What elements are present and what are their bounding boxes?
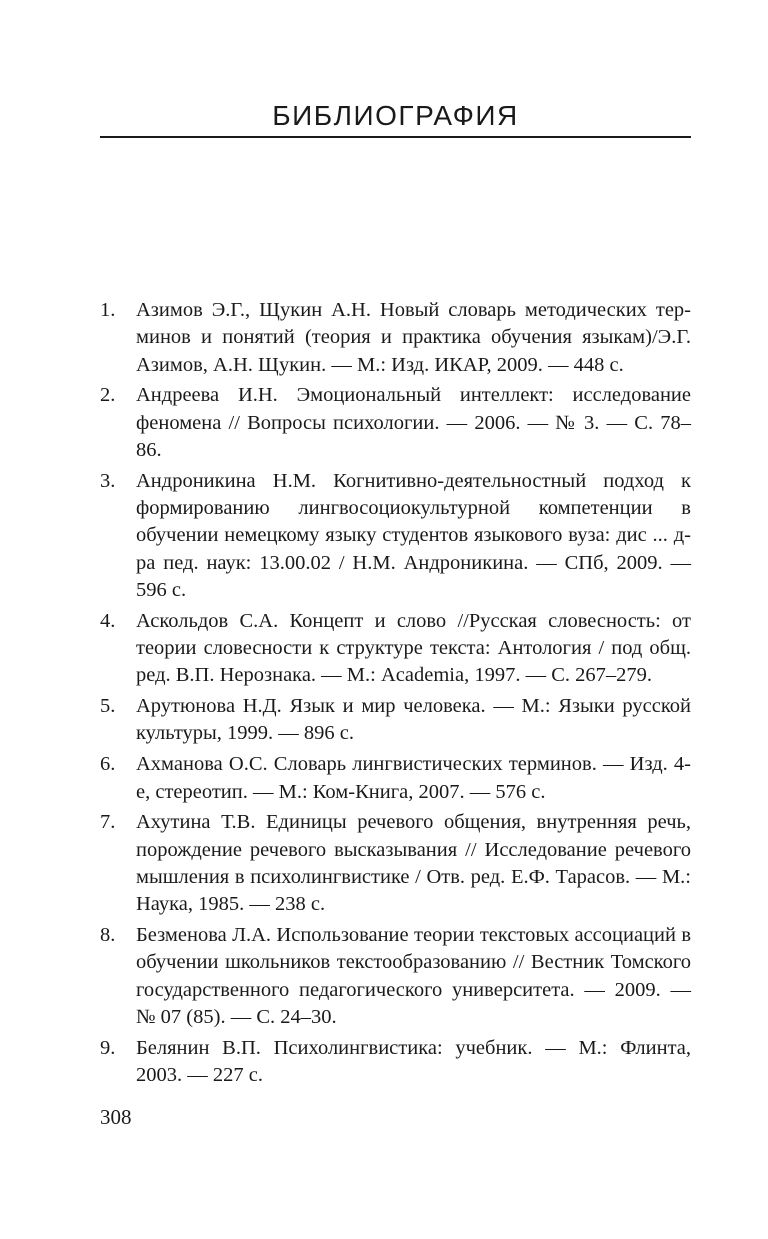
bibliography-entry <box>100 608 691 690</box>
bibliography-entry <box>100 382 691 464</box>
entry-text: Ахутина Т.В. Единицы речевого общения, внутренняя речь, порождение речевого высказывания // Исследование речевого мышления в психолингвистике / Отв. ред. Е.Ф. Тарасов. — М.: Наука, 1985. — 238 с. <box>136 811 691 916</box>
entry-number: 8. <box>100 924 116 947</box>
bibliography-entry <box>100 693 691 748</box>
bibliography-list <box>100 297 691 1093</box>
bibliography-entry <box>100 751 691 806</box>
entry-number: 6. <box>100 753 116 776</box>
entry-number: 9. <box>100 1036 116 1059</box>
bibliography-entry <box>100 1035 691 1090</box>
entry-number: 3. <box>100 469 116 492</box>
entry-number: 1. <box>100 299 116 321</box>
bibliography-entry <box>100 297 691 379</box>
entry-number: 5. <box>100 695 116 718</box>
entry-text: Ахманова О.С. Словарь лингвистических терминов. — Изд. 4-е, стереотип. — М.: Ком-Книга, 2007. — 576 с. <box>136 753 691 803</box>
title-underline <box>100 136 691 138</box>
page-title: БИБЛИОГРАФИЯ <box>272 100 519 131</box>
entry-text: Андреева И.Н. Эмоциональный интеллект: исследование феномена // Вопросы психологии. — 2006. — № 3. — С. 78–86. <box>136 384 691 461</box>
entry-text: Аскольдов С.А. Концепт и слово //Русская словесность: от теории словесности к структуре текста: Антология / под общ. ред. В.П. Нерознака. — М.: Academia, 1997. — С. 267–279. <box>136 609 691 687</box>
entry-text: Белянин В.П. Психолингвистика: учебник. — М.: Флинта, 2003. — 227 с. <box>136 1036 691 1087</box>
entry-number: 7. <box>100 811 116 834</box>
entry-text: Андроникина Н.М. Когнитивно-деятельностный подход к формированию лингвосоциокультурной компетенции в обучении немецкому языку студентов языкового вуза: дис ... д-ра пед. наук: 13.00.02 / Н.М. Андроникина. — СПб, 2009. — 596 с. <box>136 469 691 601</box>
page-number: 308 <box>100 1105 132 1129</box>
entry-number: 4. <box>100 609 116 632</box>
bibliography-entry <box>100 468 691 604</box>
entry-text: Безменова Л.А. Использование теории текстовых ассоциаций в обучении школьников текстообразованию // Вестник Томского государственного педагогического университета. — 2009. — № 07 (85). — С. 24–30. <box>136 924 691 1028</box>
bibliography-entry <box>100 922 691 1031</box>
bibliography-entry <box>100 809 691 918</box>
entry-text: Азимов Э.Г., Щукин А.Н. Новый словарь методических терминов и понятий (теория и практика обучения языкам)/Э.Г. Азимов, А.Н. Щукин. — М.: Изд. ИКАР, 2009. — 448 с. <box>136 299 691 376</box>
entry-number: 2. <box>100 384 116 407</box>
entry-text: Арутюнова Н.Д. Язык и мир человека. — М.: Языки русской культуры, 1999. — 896 с. <box>136 695 691 745</box>
